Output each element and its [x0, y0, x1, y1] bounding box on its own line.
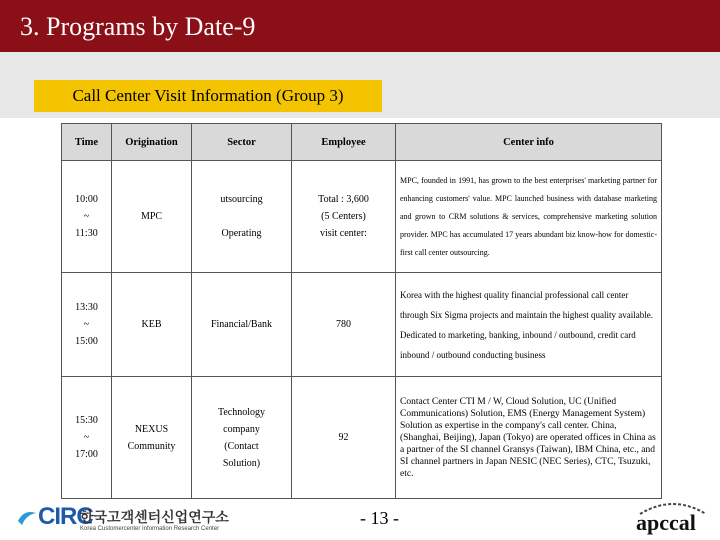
- employee-cell: Total : 3,600 (5 Centers) visit center:: [292, 161, 396, 273]
- title-bar: [0, 0, 720, 52]
- header-center-info: Center info: [396, 124, 662, 161]
- origination-cell: NEXUS Community: [112, 377, 192, 499]
- sector-cell: utsourcing Operating: [192, 161, 292, 273]
- employee-cell: 92: [292, 377, 396, 499]
- subtitle: Call Center Visit Information (Group 3): [72, 86, 344, 105]
- table-row: [62, 161, 662, 273]
- center-info-cell: MPC, founded in 1991, has grown to the best enterprises' marketing partner for enhancing customers' value. MPC launched business with database marketing and grown to CRM solutions & services, comprehensive marketing solution provider. MPC has accumulated 17 years abundant biz know-how for domestic-first call center outsourcing.: [396, 161, 662, 273]
- header-origination: Origination: [112, 124, 192, 161]
- table-header-row: [62, 124, 662, 161]
- visit-table: [61, 123, 662, 499]
- table-row: [62, 377, 662, 499]
- circ-logo: CIRC: [16, 503, 93, 531]
- header-sector: Sector: [192, 124, 292, 161]
- center-info-cell: Contact Center CTI M / W, Cloud Solution, UC (Unified Communications) Solution, EMS (Energy Management System) Solution as expertise in the company's call center. China, (Shanghai, Beijing), Japan (Tokyo) are operated offices in China as a partner of the SI channel Gransys (Taiwan), IBM China, etc., and SI channel partners in Japan NESIC (NEC Series), CTC, Tsuzuki, etc.: [396, 377, 662, 499]
- swoosh-icon: [16, 507, 38, 529]
- time-cell: 15:30 ~ 17:00: [62, 377, 112, 499]
- circ-korean-name: 한국고객센터신업연구소: [80, 510, 229, 526]
- arc-icon: [636, 500, 710, 516]
- apccal-logo: apccal: [636, 510, 696, 536]
- time-cell: 13:30 ~ 15:00: [62, 273, 112, 377]
- page-number: - 13 -: [360, 508, 399, 528]
- center-info-cell: Korea with the highest quality financial professional call center through Six Sigma projects and maintain the highest quality available. Dedicated to marketing, banking, inbound / outbound, credit card inbound / outbound conducting business: [396, 273, 662, 377]
- table-row: [62, 273, 662, 377]
- sector-cell: Technology company (Contact Solution): [192, 377, 292, 499]
- time-cell: 10:00 ~ 11:30: [62, 161, 112, 273]
- circ-english-name: Korea Customercenter Information Research Center: [80, 526, 220, 532]
- header-employee: Employee: [292, 124, 396, 161]
- subtitle-box: [34, 80, 382, 112]
- origination-cell: MPC: [112, 161, 192, 273]
- sector-cell: Financial/Bank: [192, 273, 292, 377]
- header-time: Time: [62, 124, 112, 161]
- origination-cell: KEB: [112, 273, 192, 377]
- page-title: 3. Programs by Date-9: [20, 12, 256, 41]
- employee-cell: 780: [292, 273, 396, 377]
